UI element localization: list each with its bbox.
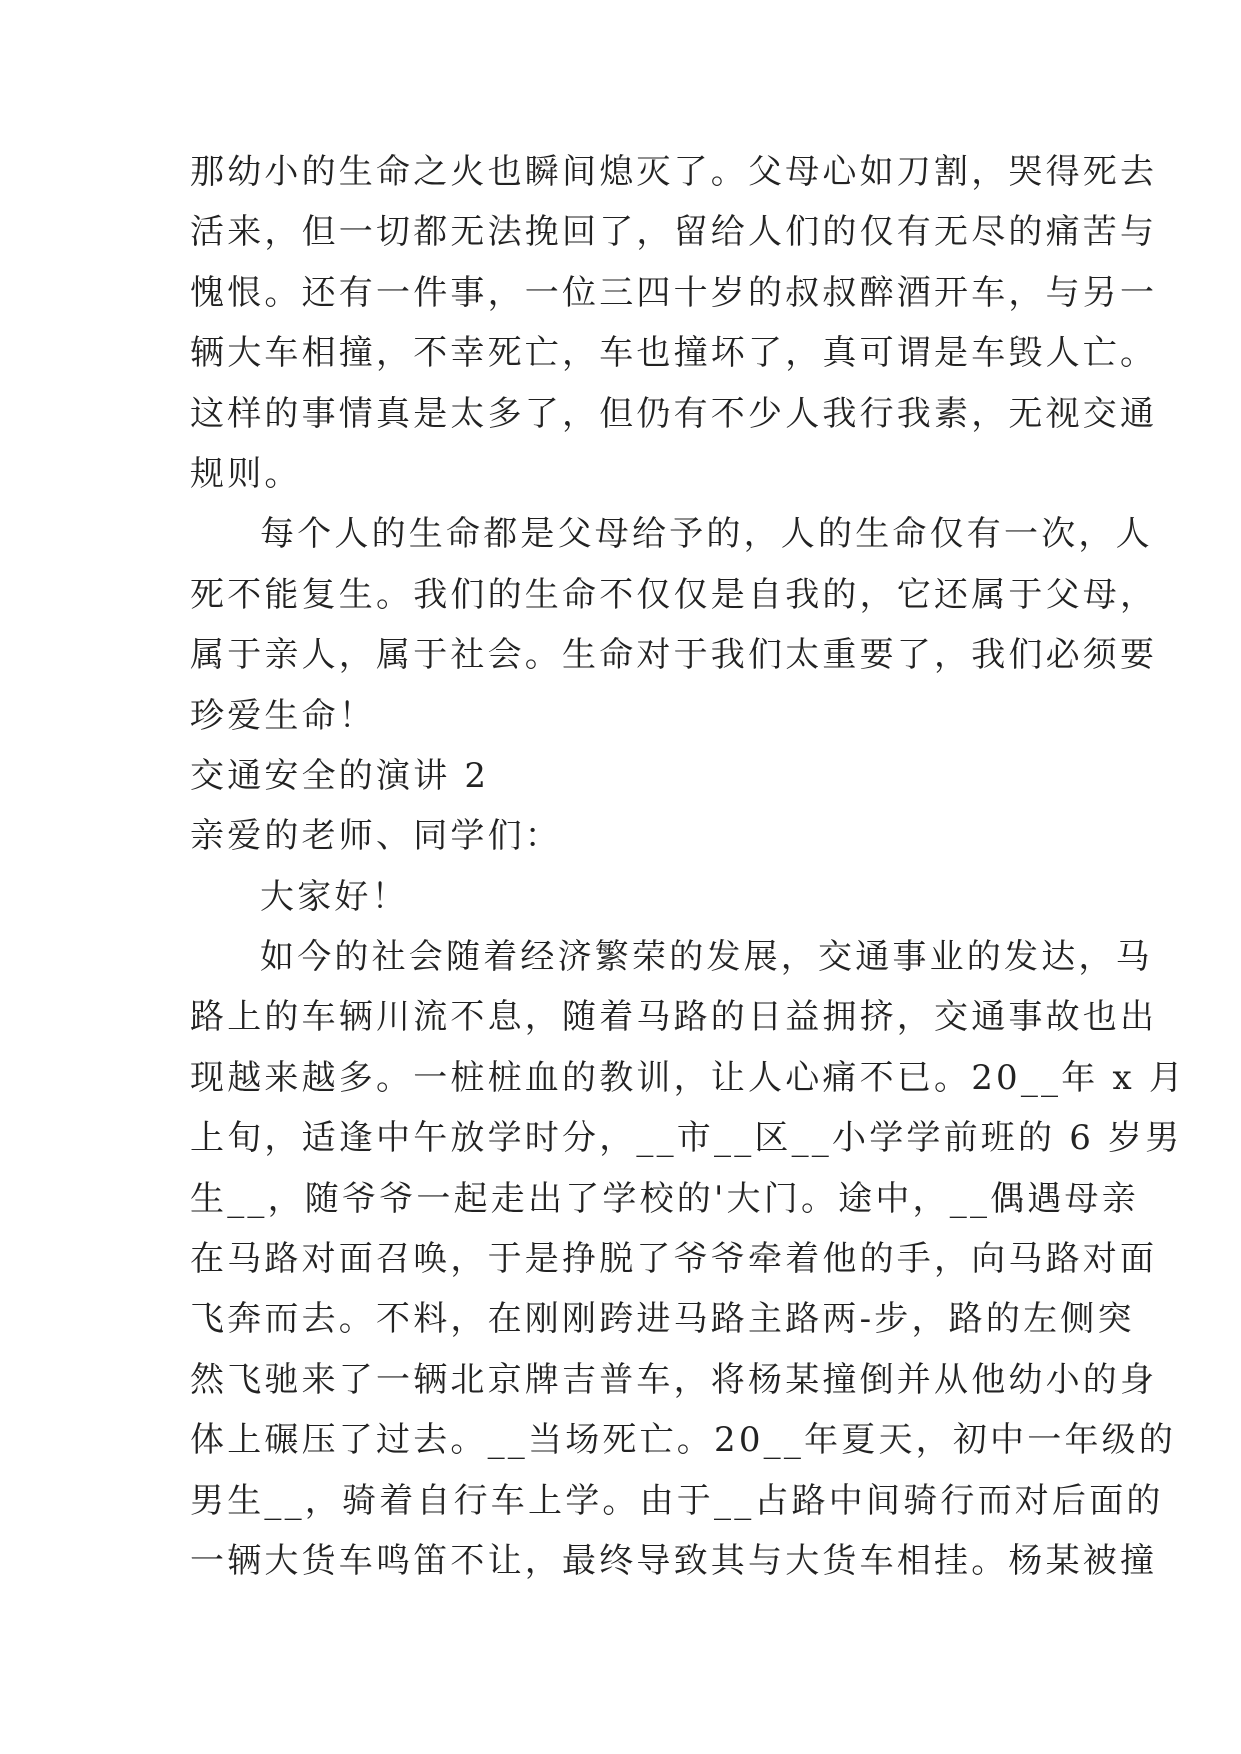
paragraph-first-line: 每个人的生命都是父母给予的，人的生命仅有一次，人 xyxy=(260,514,1153,555)
body-line: 体上碾压了过去。__当场死亡。20__年夏天，初中一年级的 xyxy=(190,1420,1177,1461)
body-line: 现越来越多。一桩桩血的教训，让人心痛不已。20__年 x 月 xyxy=(190,1057,1187,1098)
body-line: 珍爱生命！ xyxy=(190,695,376,736)
body-line: 那幼小的生命之火也瞬间熄灭了。父母心如刀割，哭得死去 xyxy=(190,152,1158,192)
body-line: 一辆大货车鸣笛不让，最终导致其与大货车相挂。杨某被撞 xyxy=(190,1540,1158,1581)
section-heading: 交通安全的演讲 2 xyxy=(190,755,490,796)
body-line: 生__，随爷爷一起走出了学校的'大门。途中，__偶遇母亲 xyxy=(190,1178,1139,1219)
body-line: 在马路对面召唤，于是挣脱了爷爷牵着他的手，向马路对面 xyxy=(190,1239,1158,1280)
body-line: 活来，但一切都无法挽回了，留给人们的仅有无尽的痛苦与 xyxy=(190,212,1158,253)
body-line: 这样的事情真是太多了，但仍有不少人我行我素，无视交通 xyxy=(190,393,1158,434)
body-line: 上旬，适逢中午放学时分，__市__区__小学学前班的 6 岁男 xyxy=(190,1118,1183,1159)
paragraph-first-line: 如今的社会随着经济繁荣的发展，交通事业的发达，马 xyxy=(260,937,1153,978)
body-line: 然飞驰来了一辆北京牌吉普车，将杨某撞倒并从他幼小的身 xyxy=(190,1359,1158,1400)
body-line: 路上的车辆川流不息，随着马路的日益拥挤，交通事故也出 xyxy=(190,997,1158,1038)
body-line: 男生__，骑着自行车上学。由于__占路中间骑行而对后面的 xyxy=(190,1480,1164,1521)
salutation: 亲爱的老师、同学们： xyxy=(190,816,562,857)
body-line: 飞奔而去。不料，在刚刚跨进马路主路两-步，路的左侧突 xyxy=(190,1299,1135,1340)
greeting: 大家好！ xyxy=(260,876,409,917)
body-line: 属于亲人，属于社会。生命对于我们太重要了，我们必须要 xyxy=(190,635,1158,676)
body-line: 规则。 xyxy=(190,453,302,494)
body-line: 死不能复生。我们的生命不仅仅是自我的，它还属于父母， xyxy=(190,574,1158,615)
document-body xyxy=(190,142,1187,1591)
body-line: 辆大车相撞，不幸死亡，车也撞坏了，真可谓是车毁人亡。 xyxy=(190,333,1158,374)
body-line: 愧恨。还有一件事，一位三四十岁的叔叔醉酒开车，与另一 xyxy=(190,272,1158,313)
